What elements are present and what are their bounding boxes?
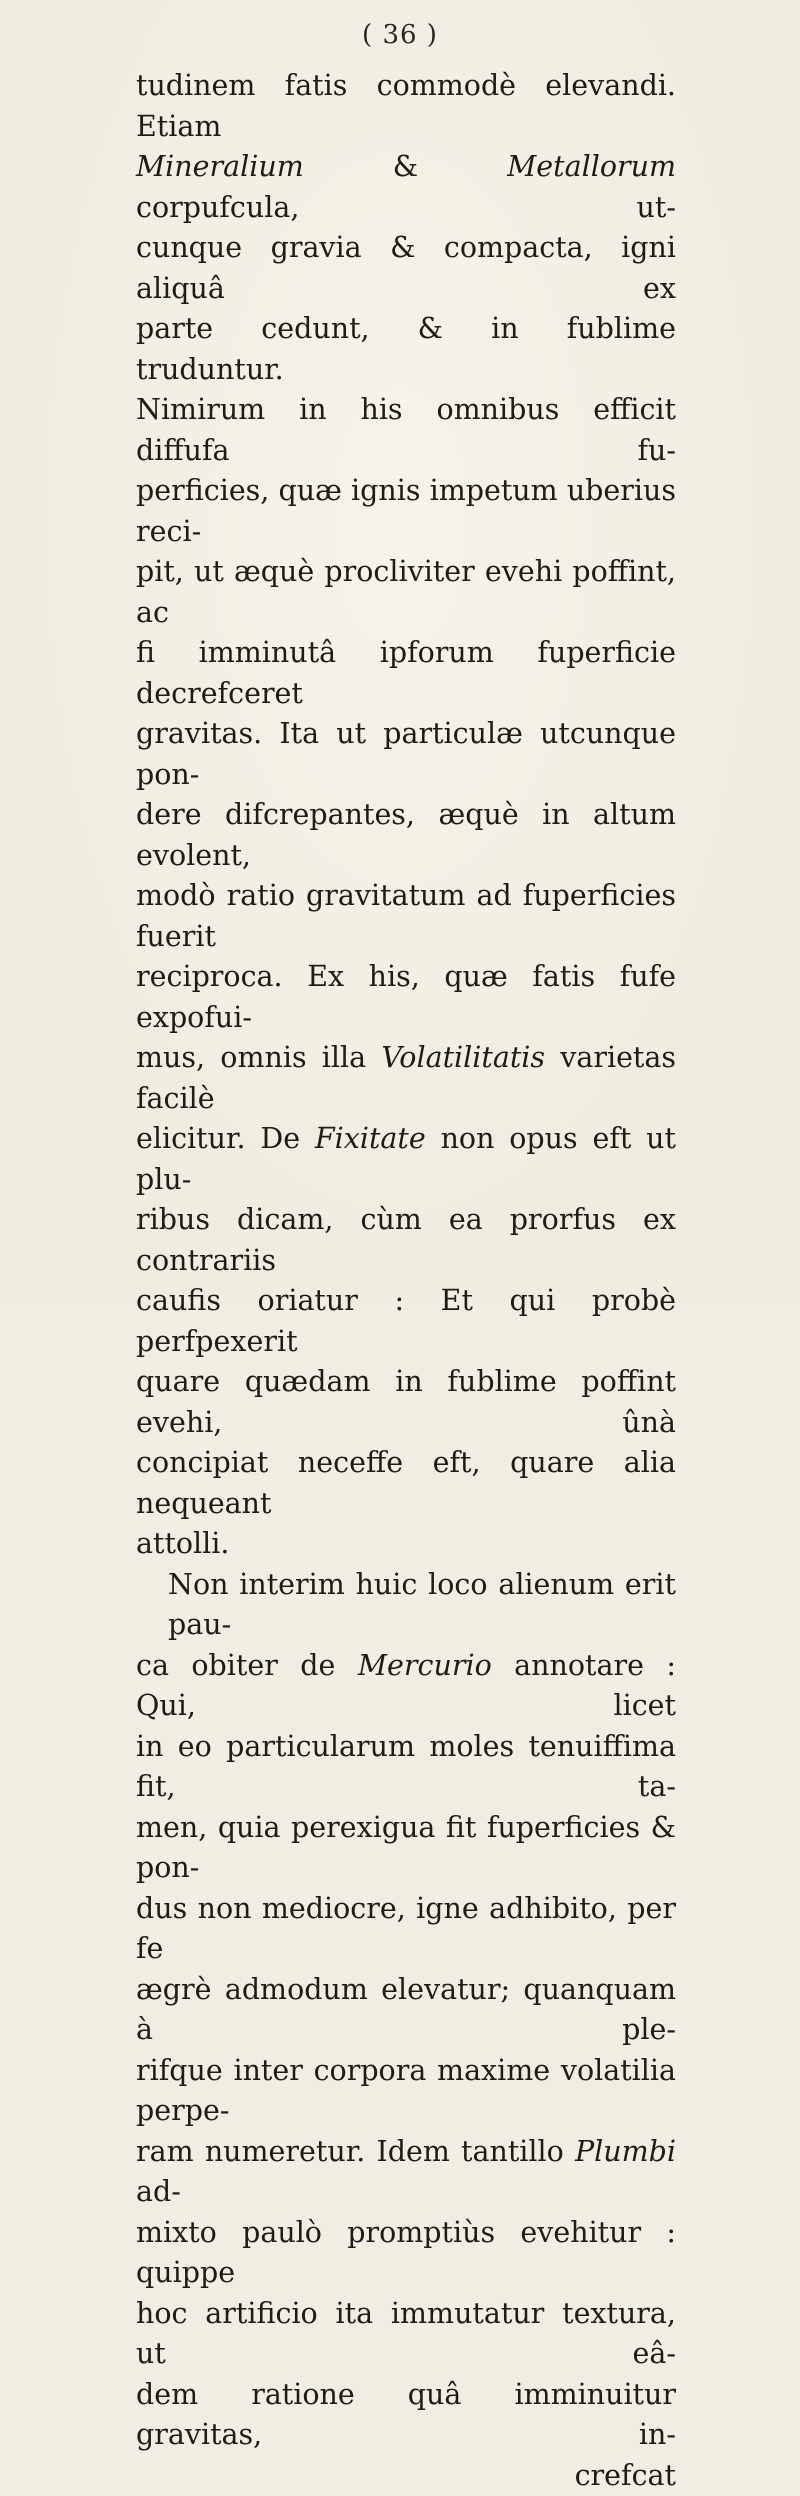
text-line	[136, 147, 676, 228]
page-number: ( 36 )	[0, 20, 800, 50]
text-line	[136, 1200, 676, 1281]
text-line	[136, 1038, 676, 1119]
text-line	[136, 1646, 676, 1727]
text-segment: quare quædam in fublime poffint evehi, ûnà	[136, 1365, 676, 1439]
text-segment: dus non mediocre, igne adhibito, per fe	[136, 1892, 676, 1966]
catchword	[136, 2456, 676, 2496]
text-line	[136, 876, 676, 957]
text-line	[136, 552, 676, 633]
text-segment: elicitur. De	[136, 1122, 315, 1155]
text-line	[136, 1524, 676, 1565]
text-segment: dere difcrepantes, æquè in altum evolent,	[136, 798, 676, 872]
text-segment: modò ratio gravitatum ad fuperficies fuerit	[136, 879, 676, 953]
text-segment: tudinem fatis commodè elevandi. Etiam	[136, 69, 676, 143]
text-segment: caufis oriatur : Et qui probè perfpexerit	[136, 1284, 676, 1358]
text-segment: pit, ut æquè procliviter evehi poffint, ac	[136, 555, 676, 629]
text-segment: reciproca. Ex his, quæ fatis fufe expofui-	[136, 960, 676, 1034]
text-segment: varietas facilè	[136, 1041, 676, 1115]
text-line	[136, 1565, 676, 1646]
italic-term: Plumbi	[575, 2135, 676, 2168]
text-line	[136, 1119, 676, 1200]
text-segment: parte cedunt, & in fublime truduntur.	[136, 312, 676, 386]
text-segment: crefcat	[575, 2459, 676, 2492]
text-line	[136, 1970, 676, 2051]
text-segment: concipiat neceffe eft, quare alia nequeant	[136, 1446, 676, 1520]
italic-term: Metallorum	[507, 150, 676, 183]
text-line	[136, 1727, 676, 1808]
text-line	[136, 471, 676, 552]
text-line	[136, 1362, 676, 1443]
text-segment: Nimirum in his omnibus efficit diffufa fu-	[136, 393, 676, 467]
text-segment: &	[304, 150, 507, 183]
italic-term: Mineralium	[136, 150, 304, 183]
text-segment: non opus eft ut plu-	[136, 1122, 676, 1196]
text-segment: mixto paulò promptiùs evehitur : quippe	[136, 2216, 676, 2290]
text-segment: ribus dicam, cùm ea prorfus ex contrariis	[136, 1203, 676, 1277]
text-line	[136, 1281, 676, 1362]
italic-term: Fixitate	[315, 1122, 426, 1155]
text-segment: attolli.	[136, 1527, 229, 1560]
text-line	[136, 309, 676, 390]
text-segment: corpufcula, ut-	[136, 191, 676, 224]
text-line	[136, 2213, 676, 2294]
text-segment: ad-	[136, 2175, 181, 2208]
text-segment: annotare : Qui, licet	[136, 1649, 676, 1723]
italic-term: Mercurio	[358, 1649, 492, 1682]
text-segment: dem ratione quâ imminuitur gravitas, in-	[136, 2378, 676, 2452]
text-line	[136, 66, 676, 147]
text-segment: Non interim huic loco alienum erit pau-	[168, 1568, 676, 1642]
text-segment: ram numeretur. Idem tantillo	[136, 2135, 575, 2168]
body-text	[136, 66, 676, 2496]
text-segment: fi imminutâ ipforum fuperficie decrefceret	[136, 636, 676, 710]
text-segment: perficies, quæ ignis impetum uberius reci-	[136, 474, 676, 548]
text-line	[136, 957, 676, 1038]
text-segment: hoc artificio ita immutatur textura, ut eâ-	[136, 2297, 676, 2371]
text-line	[136, 1889, 676, 1970]
text-line	[136, 2051, 676, 2132]
text-line	[136, 1808, 676, 1889]
text-line	[136, 633, 676, 714]
text-line	[136, 1443, 676, 1524]
text-segment: gravitas. Ita ut particulæ utcunque pon-	[136, 717, 676, 791]
text-line	[136, 714, 676, 795]
text-line	[136, 228, 676, 309]
text-line	[136, 390, 676, 471]
text-line	[136, 2375, 676, 2456]
text-line	[136, 795, 676, 876]
text-segment: mus, omnis illa	[136, 1041, 381, 1074]
text-segment: ca obiter de	[136, 1649, 358, 1682]
text-line	[136, 2132, 676, 2213]
text-segment: rifque inter corpora maxime volatilia perpe-	[136, 2054, 676, 2128]
text-segment: ægrè admodum elevatur; quanquam à ple-	[136, 1973, 676, 2047]
text-segment: in eo particularum moles tenuiffima fit, ta-	[136, 1730, 676, 1804]
italic-term: Volatilitatis	[381, 1041, 545, 1074]
text-segment: cunque gravia & compacta, igni aliquâ ex	[136, 231, 676, 305]
text-segment: men, quia perexigua fit fuperficies & pon-	[136, 1811, 676, 1885]
text-line	[136, 2294, 676, 2375]
